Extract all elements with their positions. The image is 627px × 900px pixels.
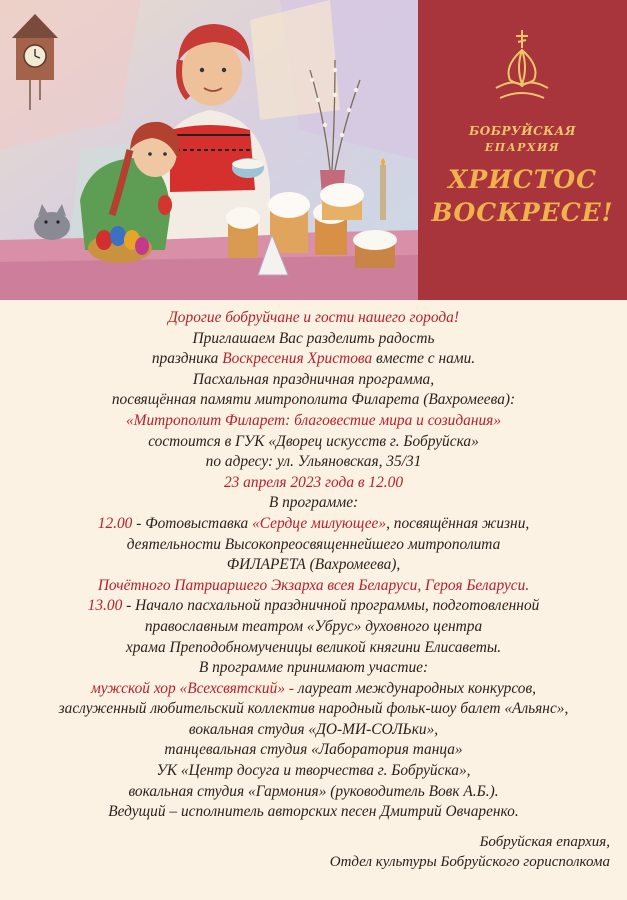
invitation-line: Пасхальная праздничная программа, (192, 370, 435, 388)
invitation-line: Ведущий – исполнитель авторских песен Дмитрий Овчаренко. (108, 803, 519, 821)
invitation-line: праздника Воскресения Христова вместе с нами. (151, 350, 476, 368)
invitation-line: православным театром «Убрус» духовного центра (144, 617, 483, 635)
invitation-text (20, 308, 607, 823)
invitation-line: 23 апреля 2023 года в 12.00 (223, 473, 404, 491)
invitation-line: «Митрополит Филарет: благовестие мира и созидания» (125, 411, 502, 429)
invitation-line: УК «Центр досуга и творчества г. Бобруйска», (156, 762, 471, 780)
invitation-line: В программе: (268, 494, 359, 512)
signature (250, 832, 610, 872)
invitation-line: Дорогие бобруйчане и гости нашего города! (168, 309, 459, 326)
invitation-line: посвящённая памяти митрополита Филарета (Вахромеева): (111, 391, 516, 409)
logo-text-line1: БОБРУЙСКАЯ (469, 124, 576, 138)
invitation-line: мужской хор «Всехсвятский» - лауреат международных конкурсов, (90, 679, 537, 697)
invitation-line: 12.00 - Фотовыставка «Сердце милующее», посвящённая жизни, (97, 514, 530, 532)
invitation-line: вокальная студия «Гармония» (руководитель Вовк А.Б.). (128, 782, 499, 800)
invitation-line: по адресу: ул. Ульяновская, 35/31 (205, 453, 422, 471)
church-dome-icon (418, 28, 627, 123)
invitation-line: танцевальная студия «Лаборатория танца» (164, 741, 463, 759)
invitation-line: состоится в ГУК «Дворец искусств г. Бобруйска» (148, 432, 479, 450)
invitation-line: деятельности Высокопреосвященнейшего митрополита (126, 535, 501, 553)
header-banner (0, 0, 627, 300)
signature-line2: Отдел культуры Бобруйского горисполкома (329, 854, 610, 870)
diocese-logo (418, 28, 627, 154)
invitation-line: заслуженный любительский коллектив народный фольк-шоу балет «Альянс», (58, 700, 569, 718)
invitation-line: В программе принимают участие: (198, 659, 429, 677)
invitation-line: ФИЛАРЕТА (Вахромеева), (226, 556, 401, 574)
greeting-line1: ХРИСТОС (448, 165, 597, 194)
invitation-line: храма Преподобномученицы великой княгини Елисаветы. (125, 638, 502, 656)
invitation-line: вокальная студия «ДО-МИ-СОЛЬки», (188, 720, 439, 738)
easter-painting-illustration (0, 0, 418, 300)
greeting-panel (418, 0, 627, 300)
signature-line1: Бобруйская епархия, (479, 834, 610, 850)
invitation-line: Почётного Патриаршего Экзарха всея Беларуси, Героя Беларуси. (97, 576, 530, 594)
invitation-line: Приглашаем Вас разделить радость (192, 329, 435, 347)
logo-text-line2: ЕПАРХИЯ (484, 141, 561, 154)
greeting-line2: ВОСКРЕСЕ! (431, 198, 614, 227)
easter-painting (0, 0, 418, 300)
invitation-line: 13.00 - Начало пасхальной праздничной программы, подготовленной (87, 597, 540, 615)
